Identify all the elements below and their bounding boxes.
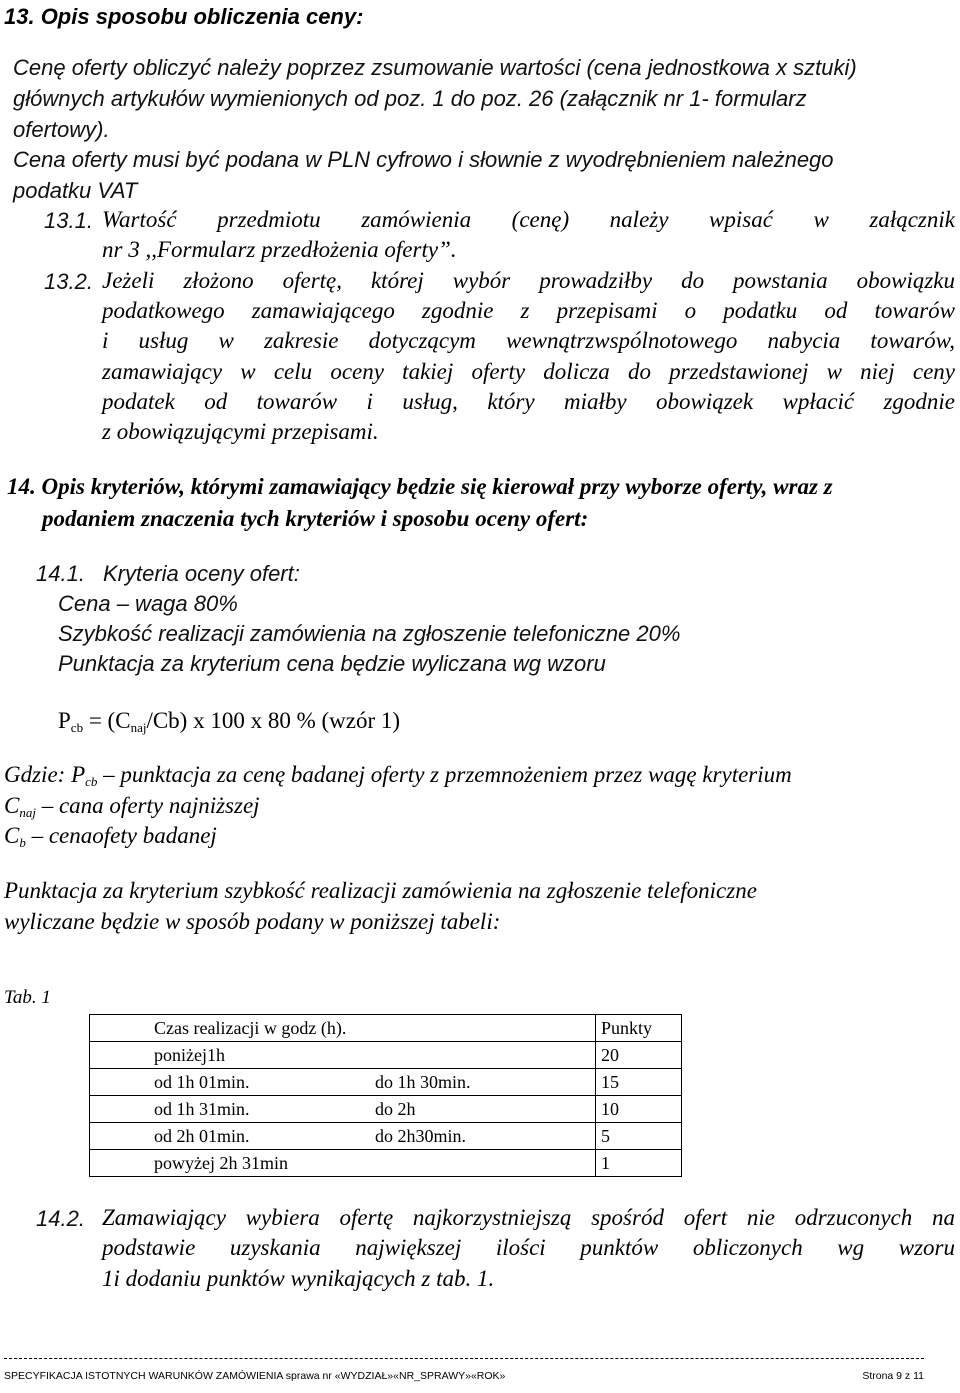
speed-points-line1: Punktacja za kryterium szybkość realizacji zamówienia na zgłoszenie telefoniczne <box>4 878 757 903</box>
s13-p1-line1: Cenę oferty obliczyć należy poprzez zsumowanie wartości (cena jednostkowa x sztuki) <box>13 55 857 80</box>
speed-points-table <box>89 1014 682 1177</box>
item-13-2-line6: z obowiązującymi przepisami. <box>102 419 379 444</box>
item-13-1-number: 13.1. <box>44 208 93 233</box>
item-13-2-line3: i usług w zakresie dotyczącym wewnątrzwspólnotowego nabycia towarów, <box>102 328 955 353</box>
where-cb-line: Gdzie: $P_{cb}$ – punktacja za cenę badanej oferty z przemnożeniem przez wagę kryterium <box>4 762 792 789</box>
s13-p2-line2: podatku VAT <box>13 178 138 203</box>
footer-separator <box>4 1358 924 1359</box>
s13-p1-line2: głównych artykułów wymienionych od poz. 1 do poz. 26 (załącznik nr 1- formularz <box>13 86 807 111</box>
table-row <box>90 1150 682 1177</box>
table-row <box>90 1042 682 1069</box>
table-cell-points: 20 <box>596 1042 682 1069</box>
table-cell-from: od 1h 31min. <box>90 1096 376 1123</box>
table-cell-from: od 2h 01min. <box>90 1123 376 1150</box>
table-header-points: Punkty <box>596 1015 682 1042</box>
table-header-time: Czas realizacji w godz (h). <box>90 1015 376 1042</box>
criteria-title: Kryteria oceny ofert: <box>103 561 300 586</box>
item-14-2-line2: podstawie uzyskania największej ilości punktów obliczonych wg wzoru <box>102 1235 955 1260</box>
section-13-heading: 13. Opis sposobu obliczenia ceny: <box>4 4 364 29</box>
criteria-price: Cena – waga 80% <box>58 591 238 616</box>
table-row <box>90 1096 682 1123</box>
table-cell-points: 15 <box>596 1069 682 1096</box>
item-14-2-line1: Zamawiający wybiera ofertę najkorzystniejszą spośród ofert nie odrzuconych na <box>102 1205 955 1230</box>
where-cnaj-line: $C_{naj}$ – cana oferty najniższej <box>4 793 260 820</box>
item-13-1-line1: Wartość przedmiotu zamówienia (cenę) należy wpisać w załącznik <box>102 207 955 232</box>
item-13-2-line5: podatek od towarów i usług, który miałby obowiązek wpłacić zgodnie <box>102 389 955 414</box>
item-13-2-number: 13.2. <box>44 269 93 294</box>
table-cell-from: powyżej 2h 31min <box>90 1150 376 1177</box>
table-cell-points: 10 <box>596 1096 682 1123</box>
table-header-row <box>90 1015 682 1042</box>
s13-p1-line3: ofertowy). <box>13 117 110 142</box>
where-cb-bad-line: $C_b$ – cenaofety badanej <box>4 823 217 850</box>
table-cell-to: do 2h30min. <box>375 1123 596 1150</box>
footer-page-number: Strona 9 z 11 <box>862 1370 924 1382</box>
table-cell-points: 1 <box>596 1150 682 1177</box>
item-13-2-line4: zamawiający w celu oceny takiej oferty dolicza do przedstawionej w niej ceny <box>102 359 955 384</box>
item-13-1-line2: nr 3 ,,Formularz przedłożenia oferty”. <box>102 237 457 262</box>
section-14-heading-line1: 14. Opis kryteriów, którymi zamawiający będzie się kierował przy wyborze oferty, wraz z <box>7 474 833 499</box>
table-cell-to <box>375 1150 596 1177</box>
item-13-2-line1: Jeżeli złożono ofertę, której wybór prowadziłby do powstania obowiązku <box>102 268 955 293</box>
item-14-1-number: 14.1. <box>36 561 85 586</box>
table-cell-from: poniżej1h <box>90 1042 376 1069</box>
speed-points-line2: wyliczane będzie w sposób podany w poniższej tabeli: <box>4 909 501 934</box>
footer-spec-title: SPECYFIKACJA ISTOTNYCH WARUNKÓW ZAMÓWIENIA sprawa nr «WYDZIAŁ»«NR_SPRAWY»«ROK» <box>4 1370 506 1382</box>
table-cell-to: do 1h 30min. <box>375 1069 596 1096</box>
s13-p2-line1: Cena oferty musi być podana w PLN cyfrowo i słownie z wyodrębnieniem należnego <box>13 147 834 172</box>
criteria-price-formula-intro: Punktacja za kryterium cena będzie wyliczana wg wzoru <box>58 651 606 676</box>
item-14-2-number: 14.2. <box>36 1206 85 1231</box>
table-header-blank <box>375 1015 596 1042</box>
item-13-2-line2: podatkowego zamawiającego zgodnie z przepisami o podatku od towarów <box>102 298 955 323</box>
section-14-heading-line2: podaniem znaczenia tych kryteriów i sposobu oceny ofert: <box>42 506 589 531</box>
table-label: Tab. 1 <box>4 987 51 1008</box>
table-cell-from: od 1h 01min. <box>90 1069 376 1096</box>
criteria-speed: Szybkość realizacji zamówienia na zgłoszenie telefoniczne 20% <box>58 621 681 646</box>
table-row <box>90 1069 682 1096</box>
item-14-2-line3: 1i dodaniu punktów wynikających z tab. 1. <box>102 1266 495 1291</box>
table-row <box>90 1123 682 1150</box>
table-cell-points: 5 <box>596 1123 682 1150</box>
price-formula: $P_{cb} = (C_{naj}/Cb)$ x 100 x 80 % (wzór 1) <box>58 708 401 735</box>
table-cell-to: do 2h <box>375 1096 596 1123</box>
table-cell-to <box>375 1042 596 1069</box>
